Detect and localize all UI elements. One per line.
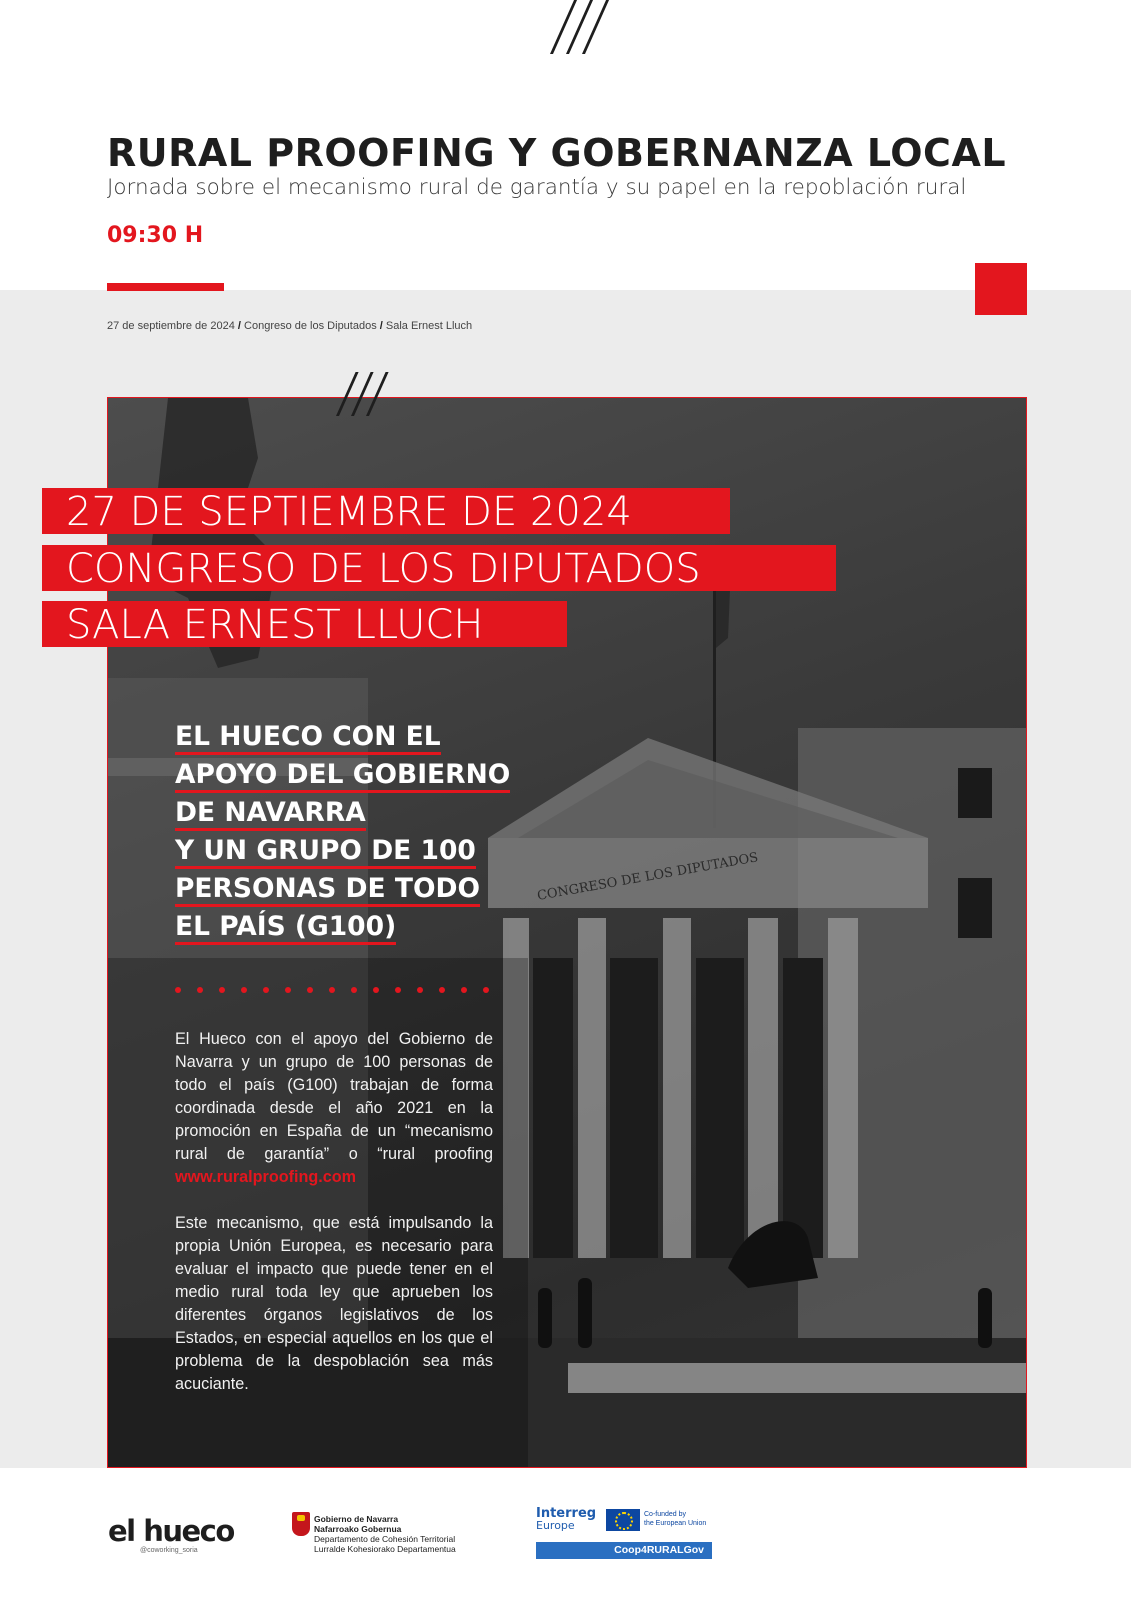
headline-line: DE NAVARRA (175, 798, 366, 831)
navarra-line-3: Departamento de Cohesión Territorial (314, 1534, 456, 1544)
decorative-slashes-middle (324, 372, 394, 418)
headline-line: EL HUECO CON EL (175, 722, 441, 755)
red-accent-bar (107, 283, 224, 291)
interreg-europe-word: Europe (536, 1519, 575, 1532)
body-paragraph-2: Este mecanismo, que está impulsando la propia Unión Europea, es necesario para evaluar el impacto que puede tener en el medio rural toda ley que aprueben los diferentes órganos legislativos de los Estados, en especial aquellos en los que el problema de la despoblación sea más acuciante. (175, 1214, 493, 1393)
navarra-shield-icon (292, 1512, 310, 1536)
body-paragraph-text: El Hueco con el apoyo del Gobierno de Navarra y un grupo de 100 personas de todo el país (G100) trabajan de forma coordinada desde el año 2021 en la promoción en España de un “mecanismo rural de garantía” o “rural proofing (175, 1030, 493, 1163)
el-hueco-logo (108, 1516, 234, 1554)
ruralproofing-link[interactable]: www.ruralproofing.com (175, 1168, 357, 1186)
info-date: 27 de septiembre de 2024 (107, 320, 235, 332)
navarra-logo-text (314, 1514, 456, 1554)
info-separator: / (237, 320, 241, 332)
info-separator: / (379, 320, 383, 332)
page-subtitle: Jornada sobre el mecanismo rural de garantía y su papel en la repoblación rural (107, 175, 967, 200)
event-time: 09:30 H (107, 223, 204, 248)
navarra-line-4: Lurralde Kohesiorako Departamentua (314, 1544, 456, 1554)
eu-cofunded-text (644, 1510, 706, 1528)
el-hueco-logo-text: el hueco (108, 1514, 234, 1548)
banner-event-place: CONGRESO DE LOS DIPUTADOS (42, 545, 836, 591)
banner-event-date: 27 DE SEPTIEMBRE DE 2024 (42, 488, 730, 534)
header (107, 130, 1027, 250)
eu-cofunded-line-2: the European Union (644, 1520, 707, 1527)
interreg-europe-logo (536, 1506, 712, 1556)
interreg-word: Interreg (536, 1506, 597, 1521)
el-hueco-handle: @coworking_soria (140, 1547, 198, 1554)
eu-cofunded-line-1: Co-funded by (644, 1511, 687, 1518)
facade-inscription: CONGRESO DE LOS DIPUTADOS (536, 850, 760, 904)
red-accent-square (975, 263, 1027, 315)
headline-line: APOYO DEL GOBIERNO (175, 760, 510, 793)
navarra-line-1: Gobierno de Navarra (314, 1514, 399, 1524)
headline-line: Y UN GRUPO DE 100 (175, 836, 476, 869)
body-paragraph-1 (175, 1028, 493, 1189)
footer-logos (0, 1468, 1131, 1600)
event-info-line (107, 320, 472, 332)
banner-event-room: SALA ERNEST LLUCH (42, 601, 567, 647)
navarra-line-2: Nafarroako Gobernua (314, 1524, 402, 1534)
info-room: Sala Ernest Lluch (385, 320, 473, 332)
info-venue: Congreso de los Diputados (244, 320, 377, 332)
page-title: RURAL PROOFING Y GOBERNANZA LOCAL (107, 131, 1007, 175)
eu-flag-icon (606, 1509, 640, 1531)
headline-line: PERSONAS DE TODO (175, 874, 480, 907)
project-name-bar: Coop4RURALGov (536, 1542, 712, 1559)
decorative-slashes-top (536, 0, 606, 56)
headline (175, 718, 575, 946)
headline-line: EL PAÍS (G100) (175, 912, 396, 945)
